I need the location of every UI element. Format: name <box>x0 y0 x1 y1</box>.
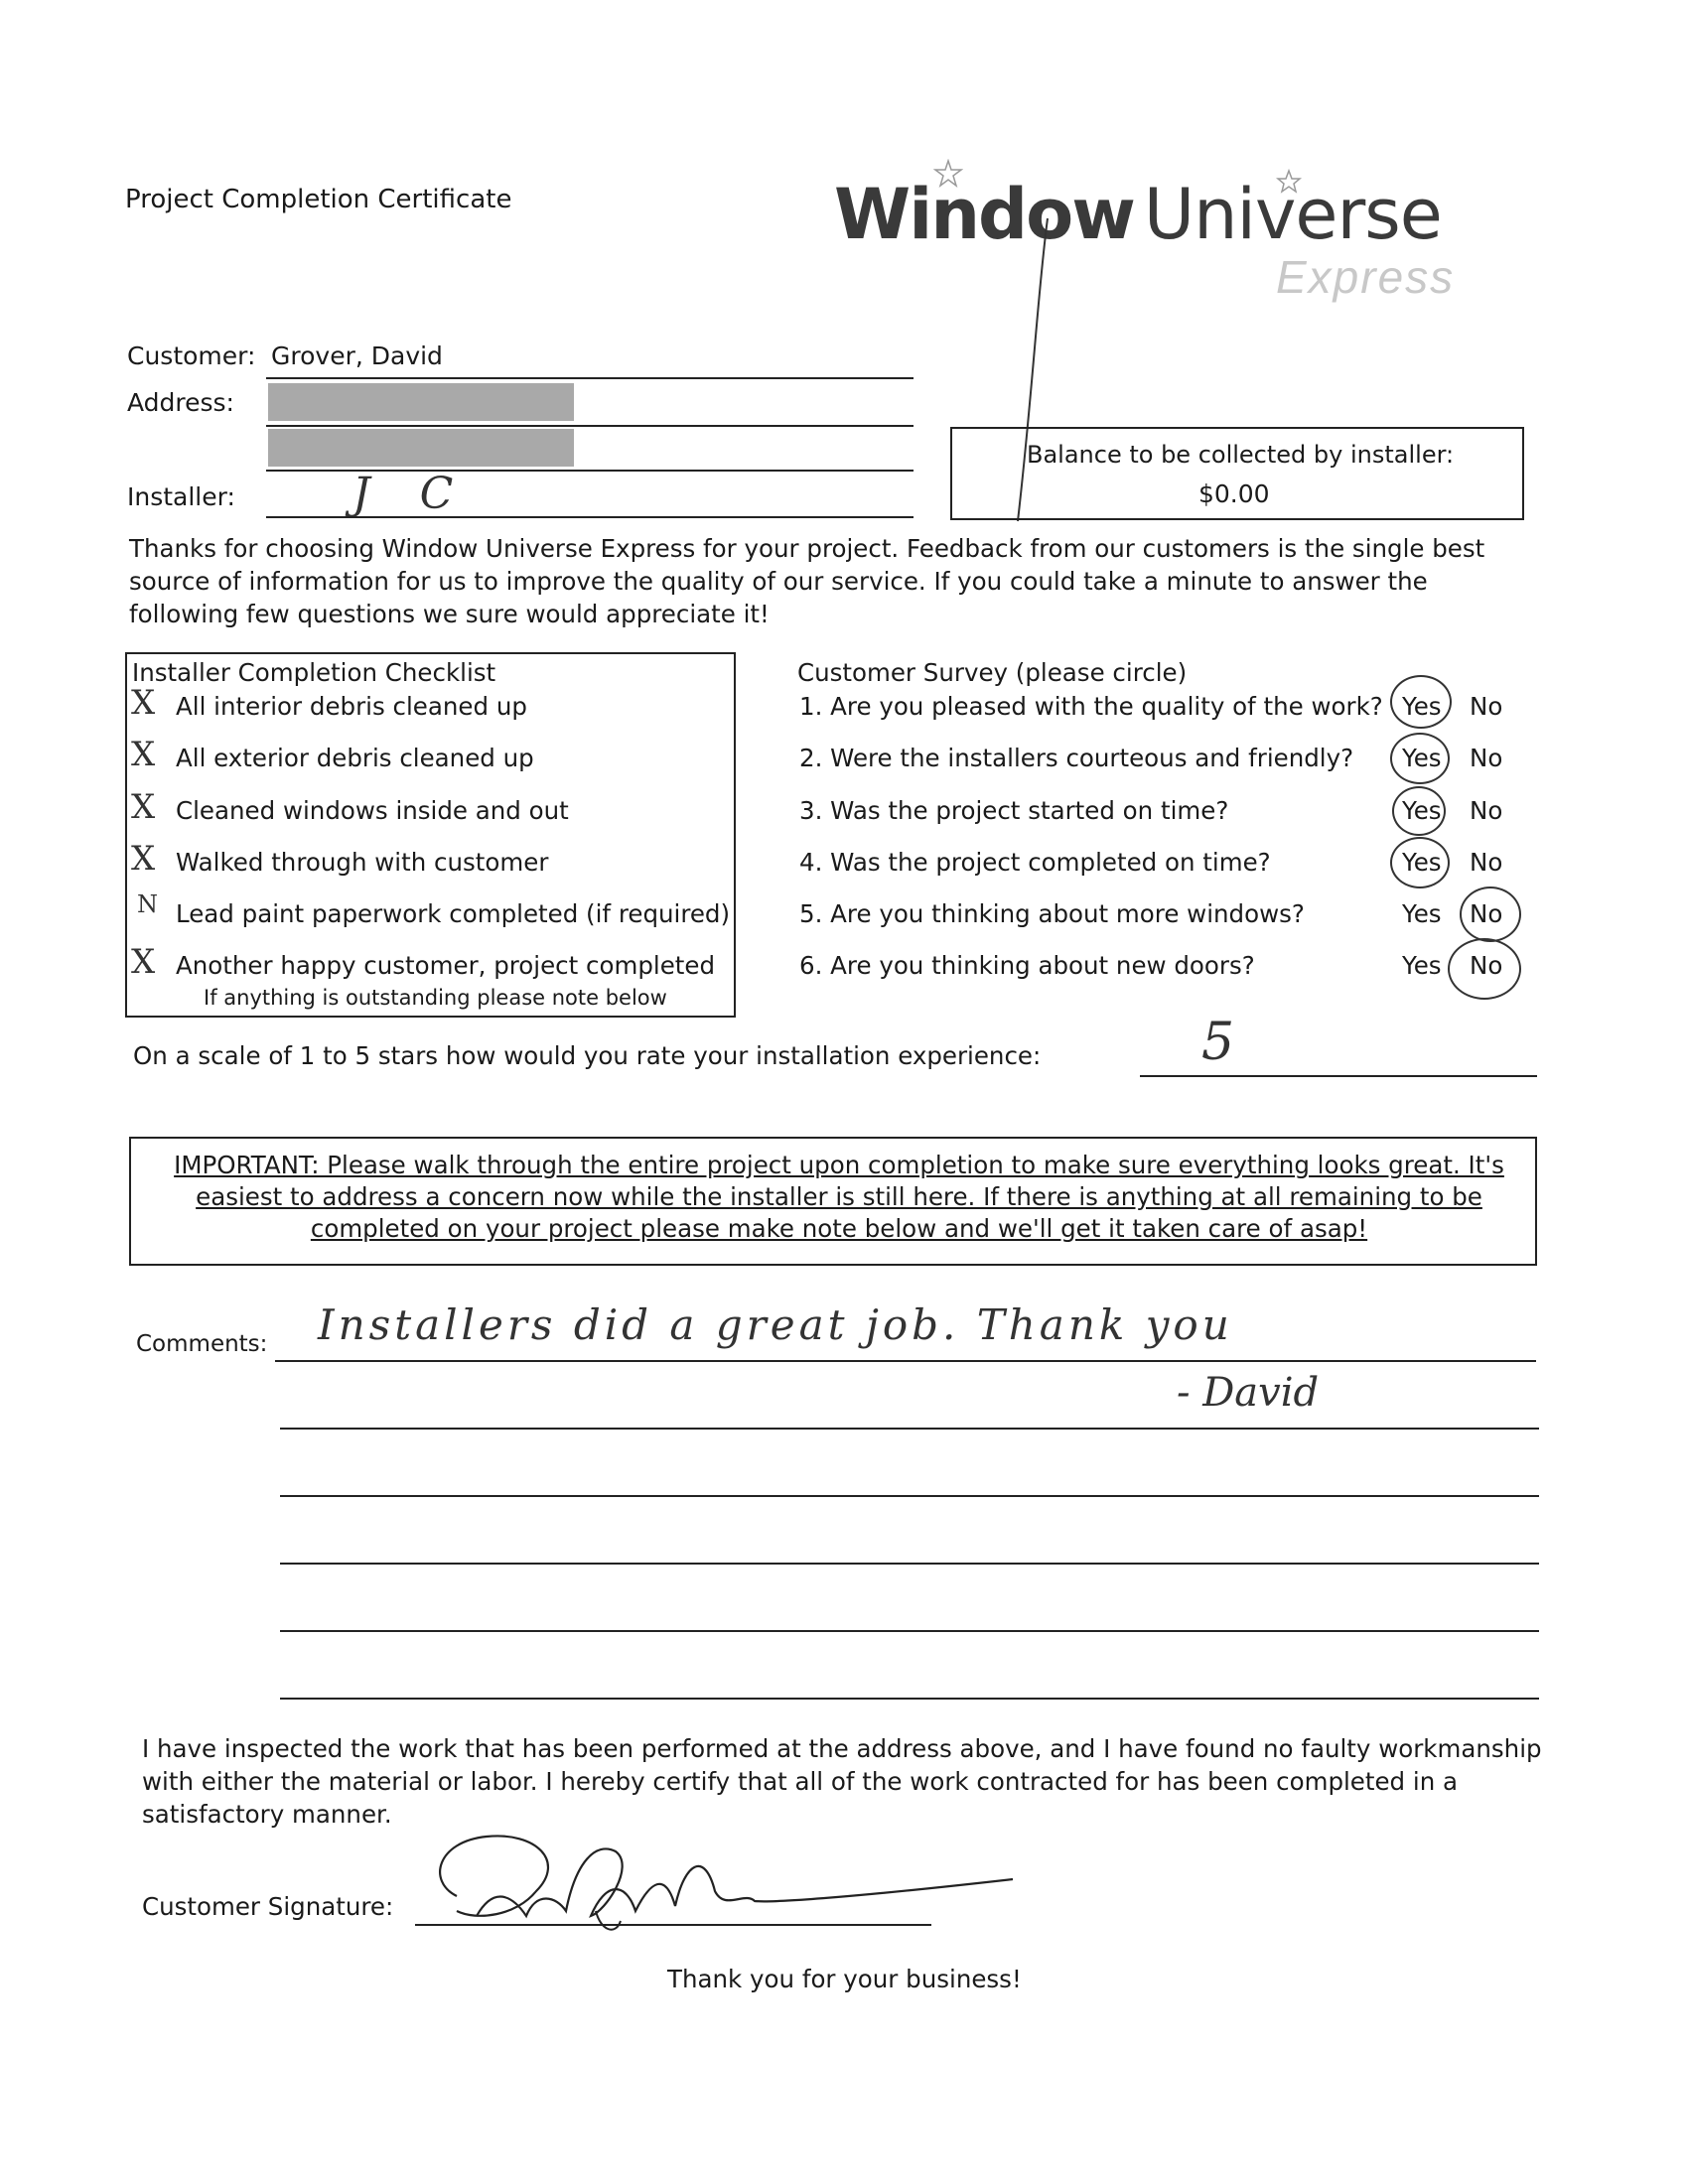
checklist-mark: X <box>131 683 156 723</box>
survey-title: Customer Survey (please circle) <box>797 658 1188 687</box>
comment-line <box>280 1630 1539 1632</box>
survey-question: 5. Are you thinking about more windows? <box>799 899 1305 928</box>
certification-text: I have inspected the work that has been performed at the address above, and I have found no faulty workmanship with either the material or labor. I hereby certify that all of the work contracted for has been completed in a satisfactory manner. <box>142 1734 1542 1829</box>
logo-word-window: Window <box>834 174 1134 255</box>
checklist-mark: X <box>131 839 156 879</box>
checklist-item: Walked through with customer <box>176 848 549 877</box>
survey-yes: Yes <box>1402 951 1442 980</box>
checklist-mark: X <box>131 942 156 982</box>
checklist-title: Installer Completion Checklist <box>132 658 496 687</box>
balance-box <box>950 427 1524 520</box>
signature-label: Customer Signature: <box>142 1892 394 1921</box>
survey-no: No <box>1470 848 1503 877</box>
address-label: Address: <box>127 388 234 417</box>
survey-no: No <box>1470 796 1503 825</box>
comment-line-1-text: Installers did a great job. Thank you <box>318 1300 1233 1349</box>
comment-line <box>280 1563 1539 1565</box>
answer-circle <box>1390 733 1450 784</box>
customer-line <box>266 377 914 379</box>
survey-question: 3. Was the project started on time? <box>799 796 1229 825</box>
logo-word-universe: Universe <box>1143 174 1442 255</box>
checklist-item: Another happy customer, project completed <box>176 951 716 980</box>
answer-circle <box>1390 675 1452 729</box>
survey-yes: Yes <box>1402 899 1442 928</box>
page-title: Project Completion Certificate <box>125 185 512 214</box>
company-logo <box>834 174 1442 253</box>
comment-line-2-text: - David <box>1177 1370 1320 1416</box>
star-icon <box>1276 169 1302 195</box>
survey-no: No <box>1470 899 1503 928</box>
logo-subtitle: Express <box>1276 251 1456 303</box>
customer-signature <box>417 1822 1033 1951</box>
comment-line <box>280 1495 1539 1497</box>
survey-no: No <box>1470 744 1503 772</box>
survey-question: 1. Are you pleased with the quality of the work? <box>799 692 1383 721</box>
important-text: IMPORTANT: Please walk through the entire project upon completion to make sure everything looks great. It's easiest to address a concern now while the installer is still here. If there is anything at all remaining to be completed on your project please make note below and we'll get it taken care of asap! <box>174 1151 1504 1243</box>
balance-amount: $0.00 <box>1198 479 1270 508</box>
survey-yes: Yes <box>1402 692 1442 721</box>
survey-yes: Yes <box>1402 744 1442 772</box>
address-redaction-2 <box>268 429 574 467</box>
customer-label: Customer: <box>127 341 256 370</box>
signature-line <box>415 1924 931 1926</box>
installer-line <box>266 516 914 518</box>
survey-yes: Yes <box>1402 848 1442 877</box>
survey-question: 2. Were the installers courteous and friendly? <box>799 744 1354 772</box>
checklist-mark: N <box>137 890 158 918</box>
comments-label: Comments: <box>136 1331 268 1357</box>
checklist-mark: X <box>131 787 156 827</box>
answer-circle <box>1460 887 1521 942</box>
rating-line <box>1140 1075 1537 1077</box>
star-icon <box>933 159 963 189</box>
checklist-item: Lead paint paperwork completed (if required) <box>176 899 731 928</box>
rating-question: On a scale of 1 to 5 stars how would you rate your installation experience: <box>133 1041 1042 1070</box>
intro-text: Thanks for choosing Window Universe Express for your project. Feedback from our customers is the single best source of information for us to improve the quality of our service. If you could take a minute to answer the following few questions we sure would appreciate it! <box>129 534 1485 628</box>
rating-value: 5 <box>1201 1013 1235 1072</box>
comment-line <box>275 1360 1536 1362</box>
checklist-item: All interior debris cleaned up <box>176 692 527 721</box>
installer-label: Installer: <box>127 482 235 511</box>
checklist-item: All exterior debris cleaned up <box>176 744 534 772</box>
survey-no: No <box>1470 951 1503 980</box>
comment-line <box>280 1428 1539 1430</box>
checklist-mark: X <box>131 735 156 774</box>
comment-line <box>280 1698 1539 1700</box>
survey-no: No <box>1470 692 1503 721</box>
answer-circle <box>1448 938 1521 1000</box>
balance-label: Balance to be collected by installer: <box>1027 441 1455 469</box>
answer-circle <box>1392 786 1446 836</box>
checklist-note: If anything is outstanding please note below <box>204 986 667 1010</box>
checklist-item: Cleaned windows inside and out <box>176 796 569 825</box>
address-redaction-1 <box>268 383 574 421</box>
survey-question: 4. Was the project completed on time? <box>799 848 1271 877</box>
survey-yes: Yes <box>1402 796 1442 825</box>
footer-thanks: Thank you for your business! <box>667 1965 1022 1993</box>
installer-initials: J C <box>352 469 472 519</box>
customer-name: Grover, David <box>271 341 443 370</box>
answer-circle <box>1390 837 1450 888</box>
address-line-1 <box>266 425 914 427</box>
survey-question: 6. Are you thinking about new doors? <box>799 951 1255 980</box>
